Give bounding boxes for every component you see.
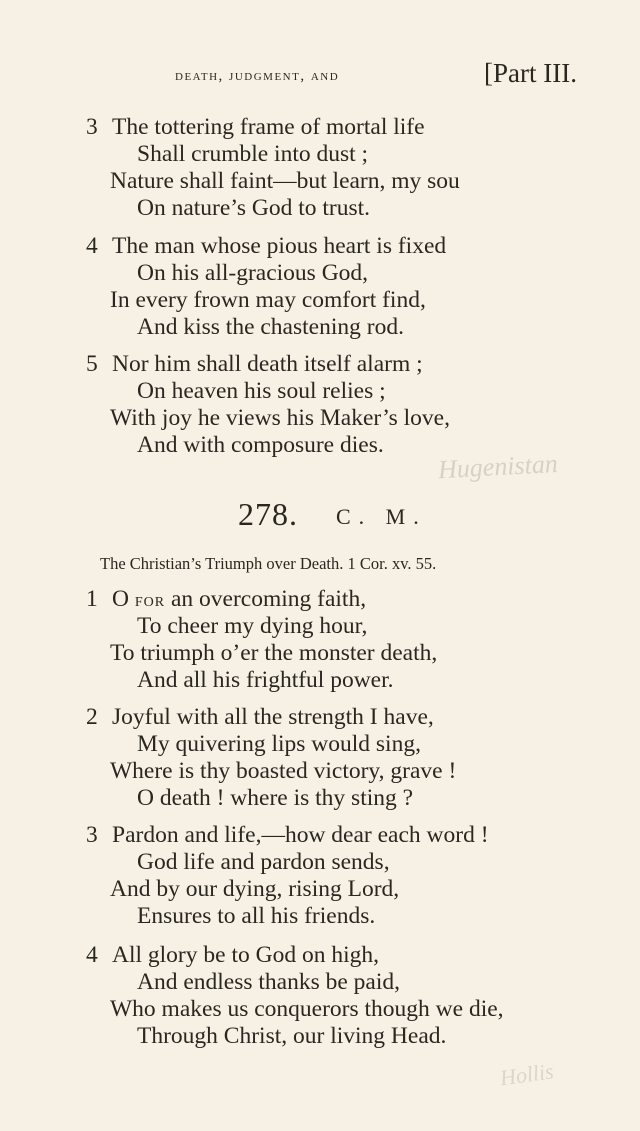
- verse-line: Nor him shall death itself alarm ;: [112, 351, 423, 377]
- verse-line: And endless thanks be paid,: [137, 969, 401, 995]
- running-head: death, judgment, and: [175, 68, 340, 84]
- stanza-number: 4: [86, 942, 98, 968]
- verse-line: Where is thy boasted victory, grave !: [110, 758, 457, 784]
- verse-line: With joy he views his Maker’s love,: [110, 405, 450, 431]
- verse-line: And with composure dies.: [137, 432, 384, 458]
- verse-line: The tottering frame of mortal life: [112, 114, 425, 140]
- stanza-number: 4: [86, 233, 98, 259]
- page-header: [0, 58, 640, 98]
- hymn-number: 278.: [238, 496, 298, 532]
- verse-line: To cheer my dying hour,: [137, 613, 368, 639]
- verse-line: On his all-gracious God,: [137, 260, 369, 286]
- verse-line: O death ! where is thy sting ?: [137, 785, 414, 811]
- stanza-number: 1: [86, 586, 98, 612]
- hymn-subtitle: The Christian’s Triumph over Death. 1 Cor. xv. 55.: [100, 554, 437, 573]
- verse-line: Ensures to all his friends.: [137, 903, 376, 929]
- stanza-number: 3: [86, 822, 98, 848]
- verse-line: O for an overcoming faith,: [112, 586, 367, 612]
- pencil-annotation: Hugenistan: [437, 448, 559, 485]
- stanza-number: 5: [86, 351, 98, 377]
- hymn-meter: C. M.: [336, 504, 427, 529]
- verse-line: All glory be to God on high,: [112, 942, 379, 968]
- verse-line: In every frown may comfort find,: [110, 287, 426, 313]
- stanza-number: 2: [86, 704, 98, 730]
- verse-line: Through Christ, our living Head.: [137, 1023, 447, 1049]
- verse-line: And kiss the chastening rod.: [137, 314, 404, 340]
- verse-line: My quivering lips would sing,: [137, 731, 421, 757]
- verse-line: Nature shall faint—but learn, my sou: [110, 168, 460, 194]
- verse-line: On heaven his soul relies ;: [137, 378, 386, 404]
- verse-line: Joyful with all the strength I have,: [112, 704, 434, 730]
- verse-line: On nature’s God to trust.: [137, 195, 371, 221]
- pencil-annotation: Hollis: [498, 1058, 556, 1091]
- part-label: [Part III.: [484, 58, 577, 88]
- stanza-number: 3: [86, 114, 98, 140]
- verse-line: To triumph o’er the monster death,: [110, 640, 438, 666]
- verse-line: Pardon and life,—how dear each word !: [112, 822, 489, 848]
- verse-line: And all his frightful power.: [137, 667, 394, 693]
- verse-line: The man whose pious heart is fixed: [112, 233, 447, 259]
- verse-line: Who makes us conquerors though we die,: [110, 996, 504, 1022]
- verse-line: God life and pardon sends,: [137, 849, 390, 875]
- small-caps-word: for: [134, 589, 166, 611]
- verse-line: And by our dying, rising Lord,: [110, 876, 400, 902]
- verse-line: Shall crumble into dust ;: [137, 141, 369, 167]
